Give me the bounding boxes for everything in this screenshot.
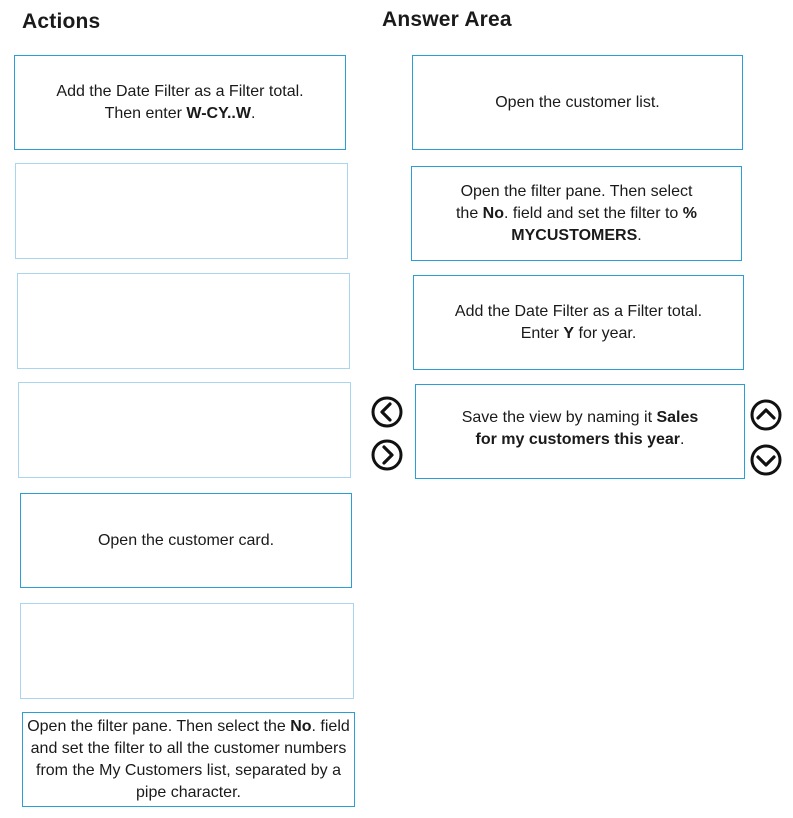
action-item-bold: No xyxy=(290,717,312,735)
action-item-filter-pipe[interactable] xyxy=(22,712,355,807)
action-item-text: Add the Date Filter as a Filter total. xyxy=(56,82,304,100)
answer-item-bold: Y xyxy=(563,324,575,342)
answer-item-filter-mycustomers[interactable] xyxy=(411,166,742,261)
answer-item-text: . field and set the filter to xyxy=(504,204,683,222)
move-up-button[interactable] xyxy=(750,399,782,431)
answer-item-bold: % xyxy=(682,204,697,222)
action-item-text: . xyxy=(311,717,316,735)
action-slot-empty xyxy=(18,382,351,478)
action-item-text: Open the filter pane. Then select the xyxy=(27,717,291,735)
answer-item-bold: MYCUSTOMERS xyxy=(511,226,638,244)
answer-item-text: Add the Date Filter as a Filter total. xyxy=(454,302,703,320)
chevron-up-circle-icon xyxy=(750,399,782,431)
answer-item-bold: Sales xyxy=(656,409,699,426)
action-item-bold: W-CY..W xyxy=(186,104,251,122)
answer-item-text: Save the view by naming it xyxy=(461,409,657,426)
answer-item-text: . xyxy=(637,226,642,244)
answer-area-heading: Answer Area xyxy=(382,8,512,31)
answer-item-bold: No xyxy=(482,204,504,222)
action-item-text: . xyxy=(250,104,256,122)
move-to-answer-button[interactable] xyxy=(371,439,403,471)
answer-item-text: Open the filter pane. Then select xyxy=(460,182,693,200)
action-slot-empty xyxy=(15,163,348,259)
answer-item-text: . xyxy=(680,431,685,448)
move-to-actions-button[interactable] xyxy=(371,396,403,428)
action-item-text: Then enter xyxy=(104,104,187,122)
chevron-down-circle-icon xyxy=(750,444,782,476)
answer-item-text: Enter xyxy=(520,324,564,342)
answer-item-text: Open the customer list. xyxy=(495,93,660,111)
action-item-date-filter-wcyw[interactable] xyxy=(14,55,346,150)
move-down-button[interactable] xyxy=(750,444,782,476)
action-item-text: field and set the filter to all the customer numbers from the My Customers list, separated by a pipe character. xyxy=(30,717,350,801)
answer-item-bold: for my customers this year xyxy=(475,431,681,448)
action-slot-empty xyxy=(17,273,350,369)
action-slot-empty xyxy=(20,603,354,699)
action-item-text: Open the customer card. xyxy=(97,531,275,549)
action-item-open-customer-card[interactable] xyxy=(20,493,352,588)
answer-item-text: the xyxy=(455,204,483,222)
answer-item-text: for year. xyxy=(574,324,637,342)
answer-item-date-filter-year[interactable] xyxy=(413,275,744,370)
answer-item-save-view[interactable] xyxy=(415,384,745,479)
chevron-left-circle-icon xyxy=(371,396,403,428)
actions-heading: Actions xyxy=(22,10,101,33)
answer-item-open-customer-list[interactable] xyxy=(412,55,743,150)
chevron-right-circle-icon xyxy=(371,439,403,471)
